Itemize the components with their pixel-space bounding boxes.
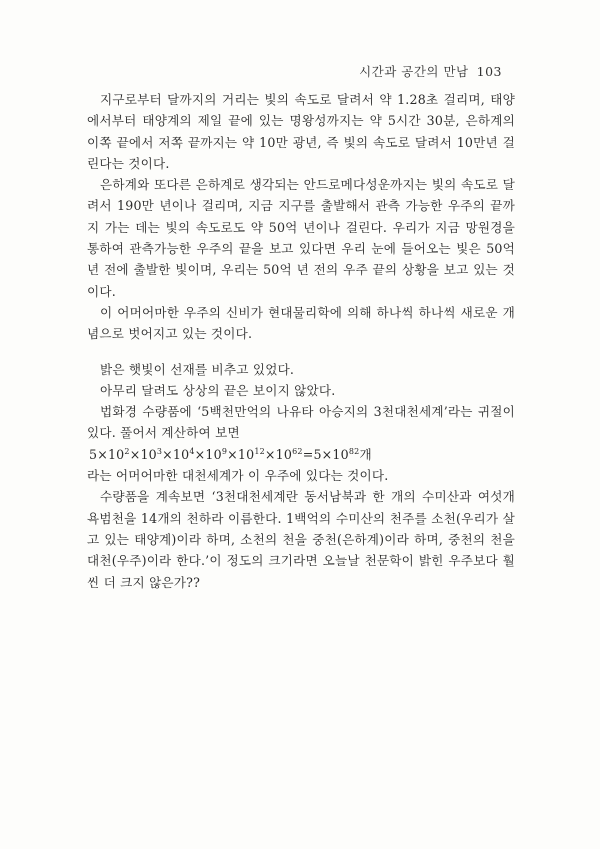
running-header	[359, 62, 502, 80]
paragraph-lotus-sutra: 법화경 수량품에 ‘5백천만억의 나유타 아승지의 3천대천세계’라는 귀절이 있다. 풀어서 계산하여 보면	[87, 404, 515, 441]
paragraph-light-distance: 지구로부터 달까지의 거리는 빛의 속도로 달려서 약 1.28초 걸리며, 태양에서부터 태양계의 제일 끝에 있는 명왕성까지는 약 5시간 30분, 은하계의 이쪽 끝에서 저쪽 끝까지는 약 10만 광년, 즉 빛의 속도로 달려서 10만년 걸린다는 것이다.	[87, 92, 515, 171]
paragraph-formula-result: 라는 어머어마한 대천세계가 이 우주에 있다는 것이다.	[87, 468, 389, 484]
paragraph-sunlight: 밝은 햇빛이 선재를 비추고 있었다.	[100, 361, 295, 377]
formula: $5\times 10^2\times 10^3\times 10^4\times 10^9\times 10^{12}\times 10^{62}=5\times 10^{82}$개	[89, 446, 372, 462]
paragraph-imagination: 아무리 달려도 상상의 끝은 보이지 않았다.	[100, 382, 336, 398]
body-text	[87, 89, 515, 593]
section-break	[87, 345, 515, 359]
paragraph-suryangpum: 수량품을 계속보면 ‘3천대천세계란 동서남북과 한 개의 수미산과 여섯개 욕범천을 14개의 천하라 이름한다. 1백억의 수미산의 천주를 소천(우리가 살고 있는 태양계)이라 하며, 소천의 천을 중천(은하계)이라 하며, 중천의 천을 대천(우주)이라 한다.’이 정도의 크기라면 오늘날 천문학이 밝힌 우주보다 훨씬 더 크지 않은가??	[87, 489, 515, 590]
paragraph-andromeda: 은하계와 또다른 은하계로 생각되는 안드로메다성운까지는 빛의 속도로 달려서 190만 년이나 걸리며, 지금 지구를 출발해서 관측 가능한 우주의 끝까지 가는 데는 빛의 속도로도 약 50억 년이나 걸린다. 우리가 지금 망원경을 통하여 관측가능한 우주의 끝을 보고 있다면 우리 눈에 들어오는 빛은 50억 년 전에 출발한 빛이며, 우리는 50억 년 전의 우주 끝의 상황을 보고 있는 것이다.	[87, 177, 515, 299]
page-number: 103	[476, 64, 502, 79]
paragraph-modern-physics: 이 어머어마한 우주의 신비가 현대물리학에 의해 하나씩 하나씩 새로운 개념으로 벗어지고 있는 것이다.	[87, 304, 515, 342]
running-title: 시간과 공간의 만남	[359, 64, 469, 79]
